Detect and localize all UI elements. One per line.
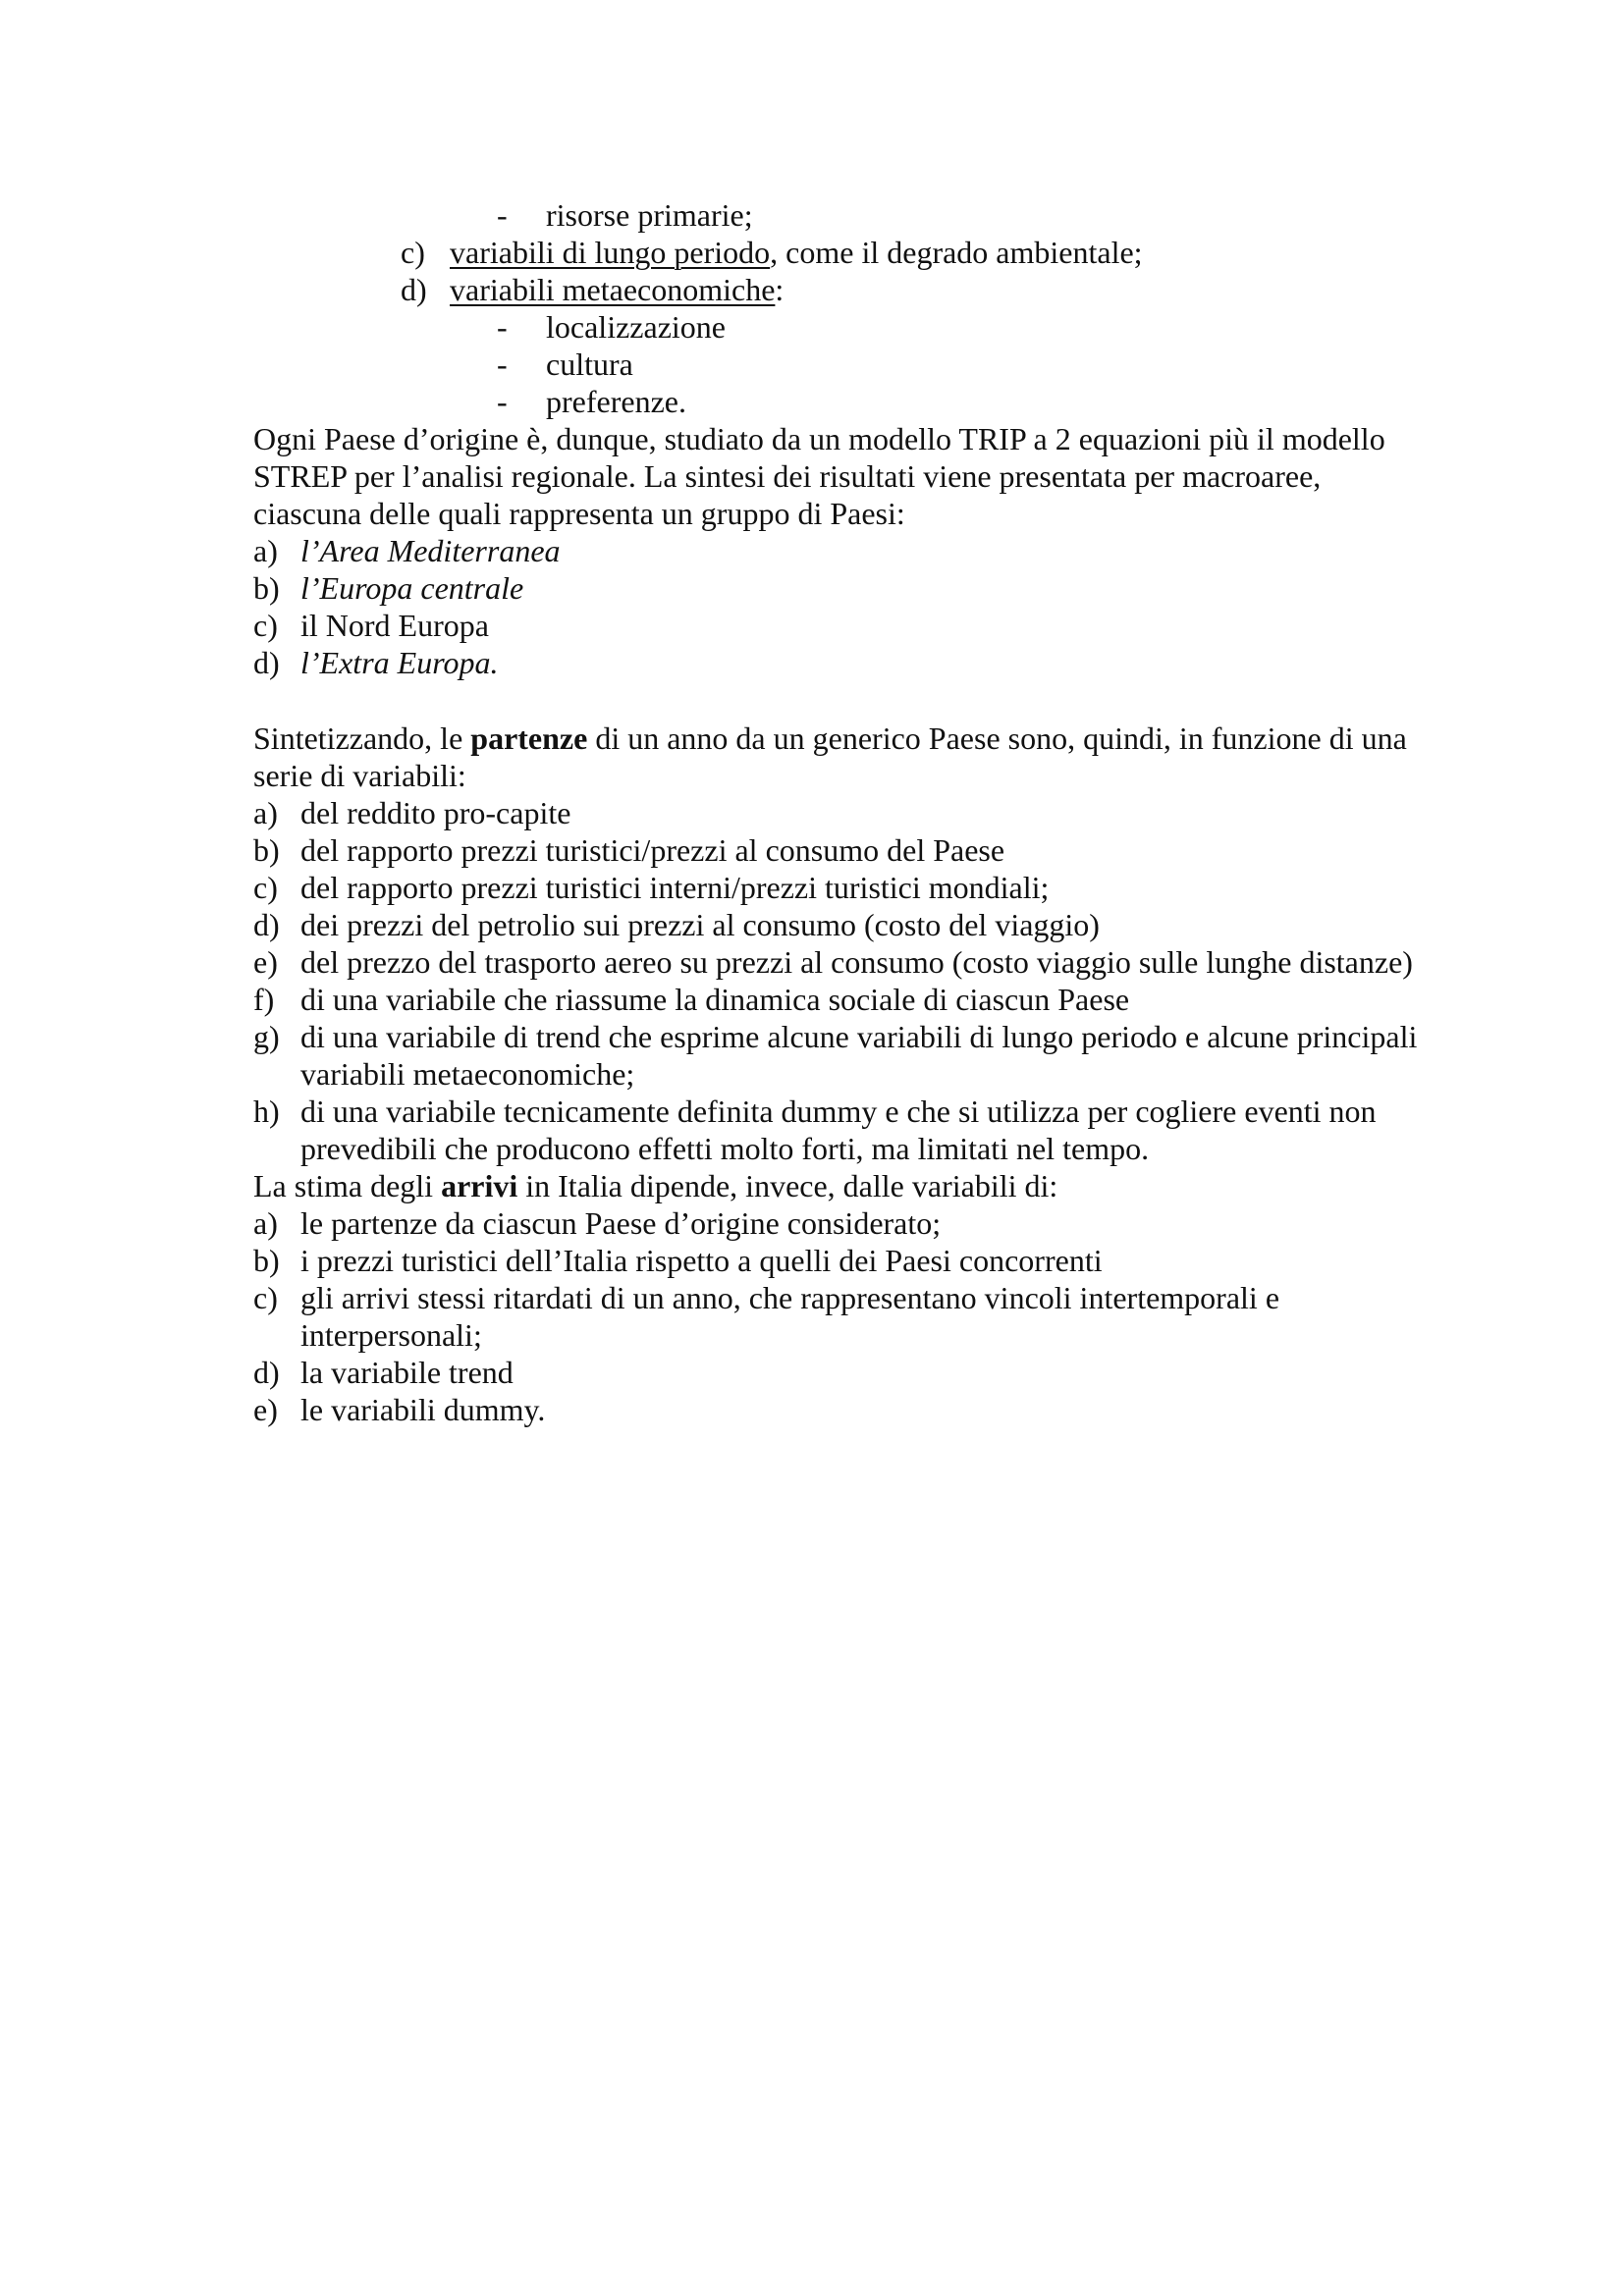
list-label: c) (401, 235, 425, 270)
list-item-text (450, 234, 1143, 271)
list-item-text: del rapporto prezzi turistici interni/prezzi turistici mondiali; (300, 870, 1050, 905)
dash-bullet: - (497, 347, 508, 382)
paragraph-line: STREP per l’analisi regionale. La sintesi dei risultati viene presentata per macroaree, (253, 458, 1322, 494)
list-item-text: le partenze da ciascun Paese d’origine considerato; (300, 1205, 942, 1241)
text-segment: Sintetizzando, le (253, 721, 471, 756)
text-segment: di un anno da un generico Paese sono, quindi, in funzione di una (587, 721, 1407, 756)
list-label: g) (253, 1019, 280, 1054)
list-label: h) (253, 1094, 280, 1129)
list-label: b) (253, 570, 280, 606)
underlined-term: variabili di lungo periodo (450, 235, 771, 270)
dash-bullet: - (497, 309, 508, 345)
list-label: c) (253, 870, 278, 905)
list-item-text: dei prezzi del petrolio sui prezzi al consumo (costo del viaggio) (300, 907, 1100, 942)
list-item-text: del prezzo del trasporto aereo su prezzi al consumo (costo viaggio sulle lunghe distanze) (300, 944, 1413, 980)
list-item-text: il Nord Europa (300, 608, 489, 643)
list-item-text: variabili metaeconomiche; (300, 1056, 635, 1092)
paragraph-line: Ogni Paese d’origine è, dunque, studiato da un modello TRIP a 2 equazioni più il modello (253, 421, 1385, 456)
bold-term: partenze (470, 721, 588, 756)
list-item-text: del rapporto prezzi turistici/prezzi al consumo del Paese (300, 832, 1005, 868)
list-label: c) (253, 1280, 278, 1315)
paragraph-line: serie di variabili: (253, 758, 466, 793)
list-item-text: l’Area Mediterranea (300, 533, 561, 568)
list-label: b) (253, 1243, 280, 1278)
list-item-text: di una variabile tecnicamente definita dummy e che si utilizza per cogliere eventi non (300, 1094, 1377, 1129)
list-item-text: di una variabile di trend che esprime alcune variabili di lungo periodo e alcune principali (300, 1019, 1418, 1054)
list-item-text: le variabili dummy. (300, 1392, 546, 1427)
list-label: e) (253, 944, 278, 980)
list-item-text: risorse primarie; (546, 197, 753, 233)
dash-bullet: - (497, 197, 508, 233)
list-item-text: gli arrivi stessi ritardati di un anno, che rappresentano vincoli intertemporali e (300, 1280, 1280, 1315)
underlined-term: variabili metaeconomiche (450, 272, 776, 307)
list-label: e) (253, 1392, 278, 1427)
paragraph-line (253, 720, 1407, 757)
list-label: c) (253, 608, 278, 643)
list-label: a) (253, 533, 278, 568)
list-item-text: preferenze. (546, 384, 686, 419)
list-label: d) (253, 645, 280, 680)
list-label: d) (253, 907, 280, 942)
list-label: d) (253, 1355, 280, 1390)
list-item-text: l’Europa centrale (300, 570, 524, 606)
list-label: d) (401, 272, 427, 307)
list-item-text: i prezzi turistici dell’Italia rispetto a quelli dei Paesi concorrenti (300, 1243, 1103, 1278)
dash-bullet: - (497, 384, 508, 419)
list-item-text: localizzazione (546, 309, 726, 345)
paragraph-line: ciascuna delle quali rappresenta un gruppo di Paesi: (253, 496, 905, 531)
list-label: a) (253, 1205, 278, 1241)
text-rest: , come il degrado ambientale; (770, 235, 1143, 270)
list-label: f) (253, 982, 275, 1017)
list-item-text: di una variabile che riassume la dinamica sociale di ciascun Paese (300, 982, 1130, 1017)
paragraph-arrivi (253, 1167, 1057, 1204)
list-item-text: l’Extra Europa. (300, 645, 499, 680)
text-segment: La stima degli (253, 1168, 442, 1203)
bold-term: arrivi (441, 1168, 518, 1203)
text-rest: : (775, 272, 785, 307)
list-item-text (450, 271, 784, 308)
list-item-text: la variabile trend (300, 1355, 514, 1390)
list-item-text: del reddito pro-capite (300, 795, 571, 830)
list-item-text: cultura (546, 347, 633, 382)
text-segment: in Italia dipende, invece, dalle variabili di: (517, 1168, 1058, 1203)
list-item-text: prevedibili che producono effetti molto forti, ma limitati nel tempo. (300, 1131, 1150, 1166)
list-label: a) (253, 795, 278, 830)
list-label: b) (253, 832, 280, 868)
list-item-text: interpersonali; (300, 1317, 482, 1353)
